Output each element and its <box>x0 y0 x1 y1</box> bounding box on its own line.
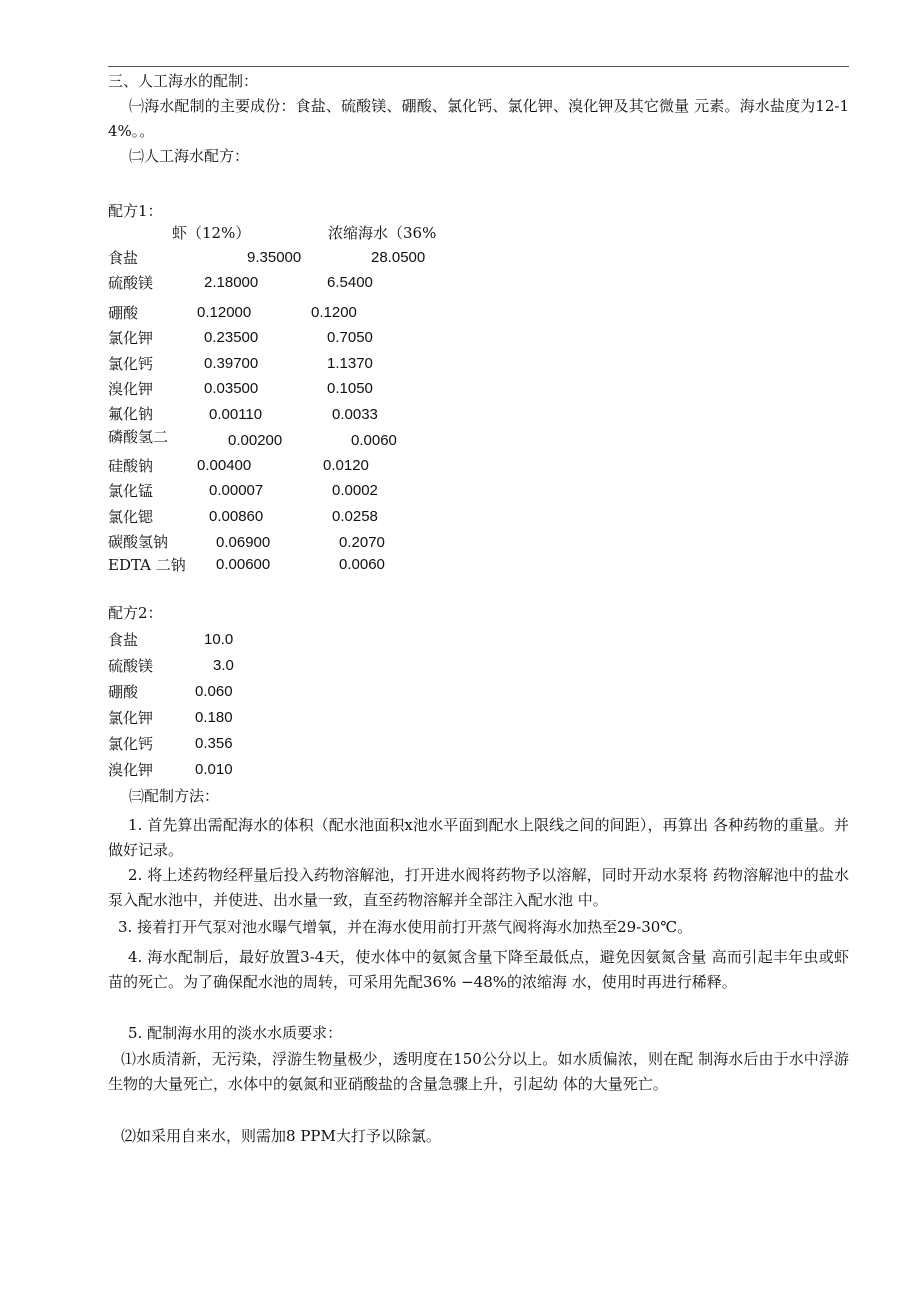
row-name: 食盐 <box>108 249 139 267</box>
row-name: 硼酸 <box>108 683 139 701</box>
row-name: 氯化钙 <box>108 355 154 373</box>
row-name: 氟化钠 <box>108 405 154 423</box>
row-name: 硫酸镁 <box>108 657 154 675</box>
row-value-2: 6.5400 <box>327 274 373 291</box>
row-value-2: 28.0500 <box>371 249 426 266</box>
row-name: 食盐 <box>108 631 139 649</box>
method-step-4: 4. 海水配制后，最好放置3-4天，使水体中的氨氮含量下降至最低点，避免因氨氮含量 高而引起丰年虫或虾苗的死亡。为了确保配水池的周转，可采用先配36% −48%的浓缩海 水，使用时再进行稀释。 <box>108 948 849 991</box>
row-value-1: 9.35000 <box>247 249 302 266</box>
formula1-title: 配方1： <box>108 202 163 220</box>
row-name: 溴化钾 <box>108 380 154 398</box>
row-value-2: 0.0060 <box>351 432 397 449</box>
row-value: 0.180 <box>195 709 233 726</box>
method-step-3: 3. 接着打开气泵对池水曝气增氧，并在海水使用前打开蒸气阀将海水加热至29-30℃。 <box>118 918 693 936</box>
method-step-2: 2. 将上述药物经秤量后投入药物溶解池，打开进水阀将药物予以溶解，同时开动水泵将 药物溶解池中的盐水泵入配水池中，并使进、出水量一致，直至药物溶解并全部注入配水池 中。 <box>108 866 849 909</box>
row-value-2: 0.1050 <box>327 380 373 397</box>
method-title: ㈢配制方法： <box>129 787 220 805</box>
row-value-1: 2.18000 <box>204 274 259 291</box>
row-value-1: 0.00007 <box>209 482 264 499</box>
row-value-2: 1.1370 <box>327 355 373 372</box>
row-name: 氯化钾 <box>108 709 154 727</box>
row-name: 氯化锶 <box>108 508 154 526</box>
row-name: 磷酸氢二 <box>108 428 169 446</box>
row-value-2: 0.7050 <box>327 329 373 346</box>
row-value-2: 0.0033 <box>332 406 378 423</box>
row-name: 溴化钾 <box>108 761 154 779</box>
row-value-1: 0.12000 <box>197 304 252 321</box>
row-name: 硼酸 <box>108 304 139 322</box>
row-value-1: 0.00110 <box>209 406 263 423</box>
method-sub-1: ⑴水质清新，无污染，浮游生物量极少，透明度在150公分以上。如水质偏浓，则在配 制海水后由于水中浮游生物的大量死亡，水体中的氨氮和亚硝酸盐的含量急骤上升，引起幼 体的大量死亡。 <box>108 1050 849 1093</box>
row-value-1: 0.00400 <box>197 457 252 474</box>
row-value: 3.0 <box>213 657 234 674</box>
row-value: 0.060 <box>195 683 233 700</box>
row-value-2: 0.0258 <box>332 508 378 525</box>
intro-item-1: ㈠海水配制的主要成份：食盐、硫酸镁、硼酸、氯化钙、氯化钾、溴化钾及其它微量 元素。海水盐度为12-14%。。 <box>108 97 849 140</box>
row-name: EDTA 二钠 <box>108 556 186 574</box>
row-value-2: 0.2070 <box>339 534 385 551</box>
row-value: 0.010 <box>195 761 233 778</box>
section-title: 三、人工海水的配制： <box>108 72 259 90</box>
row-value: 0.356 <box>195 735 233 752</box>
row-value-2: 0.0120 <box>323 457 369 474</box>
method-step-1: 1. 首先算出需配海水的体积（配水池面积x池水平面到配水上限线之间的间距），再算出 各种药物的重量。并做好记录。 <box>108 816 849 859</box>
row-value-1: 0.39700 <box>204 355 259 372</box>
row-name: 碳酸氢钠 <box>108 533 169 551</box>
row-value-1: 0.00200 <box>228 432 283 449</box>
formula1-col1-header: 虾（12%） <box>172 224 251 242</box>
row-name: 氯化锰 <box>108 482 154 500</box>
row-name: 硫酸镁 <box>108 274 154 292</box>
method-step-5: 5. 配制海水用的淡水水质要求： <box>128 1024 343 1042</box>
row-value-1: 0.06900 <box>216 534 271 551</box>
row-value: 10.0 <box>204 631 234 648</box>
intro-item-2: ㈡人工海水配方： <box>129 147 250 165</box>
method-sub-2: ⑵如采用自来水，则需加8 PPM大打予以除氯。 <box>121 1127 441 1145</box>
row-value-2: 0.0002 <box>332 482 378 499</box>
header-rule <box>108 66 849 67</box>
formula2-title: 配方2： <box>108 604 163 622</box>
row-value-2: 0.1200 <box>311 304 357 321</box>
row-value-1: 0.23500 <box>204 329 259 346</box>
row-value-1: 0.00860 <box>209 508 264 525</box>
row-name: 氯化钙 <box>108 735 154 753</box>
row-value-2: 0.0060 <box>339 556 385 573</box>
row-name: 硅酸钠 <box>108 457 154 475</box>
row-value-1: 0.03500 <box>204 380 259 397</box>
formula1-col2-header: 浓缩海水（36% <box>328 224 437 242</box>
row-value-1: 0.00600 <box>216 556 271 573</box>
row-name: 氯化钾 <box>108 329 154 347</box>
